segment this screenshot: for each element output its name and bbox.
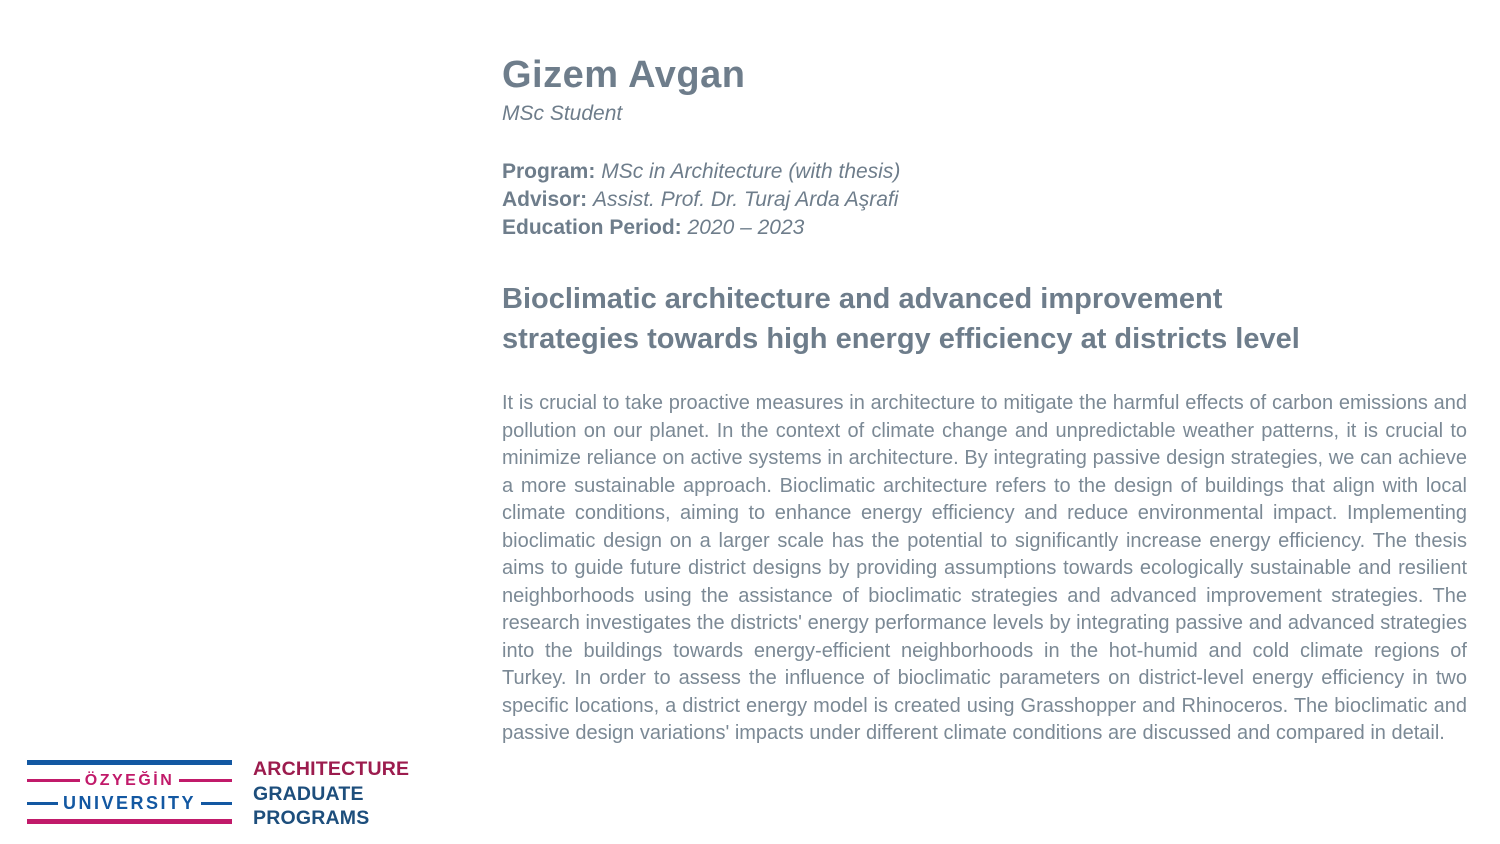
- advisor-value: Assist. Prof. Dr. Turaj Arda Aşrafi: [593, 188, 899, 211]
- meta-row-program: [502, 158, 1467, 186]
- advisor-label: Advisor:: [502, 188, 588, 211]
- program-line-architecture: ARCHITECTURE: [253, 758, 410, 780]
- student-profile: [502, 52, 1467, 768]
- student-meta: [502, 158, 1467, 242]
- meta-row-education-period: [502, 214, 1467, 242]
- logo-rule-right-blue: [201, 802, 232, 805]
- logo-top-bar: [27, 760, 232, 765]
- logo-university-row: [27, 792, 232, 815]
- logo-university-text: UNIVERSITY: [62, 793, 197, 813]
- thesis-abstract: It is crucial to take proactive measures in architecture to mitigate the harmful effects of carbon emissions and pollution on our planet. In the context of climate change and unpredictable weather patterns, it is crucial to minimize reliance on active systems in architecture. By integrating passive design strategies, we can achieve a more sustainable approach. Bioclimatic architecture refers to the design of buildings that align with local climate conditions, aiming to enhance energy efficiency and reduce environmental impact. Implementing bioclimatic design on a larger scale has the potential to significantly increase energy efficiency. The thesis aims to guide future district designs by providing assumptions towards ecologically sustainable and resilient neighborhoods using the assistance of bioclimatic strategies and advanced improvement strategies. The research investigates the districts' energy performance levels by integrating passive and advanced strategies into the buildings towards energy-efficient neighborhoods in the hot-humid and cold climate regions of Turkey. In order to assess the influence of bioclimatic parameters on district-level energy efficiency in two specific locations, a district energy model is created using Grasshopper and Rhinoceros. The bioclimatic and passive design variations' impacts under different climate conditions are discussed and compared in detail.: [502, 392, 1467, 744]
- thesis-title: [502, 279, 1467, 359]
- program-line-graduate: GRADUATE: [253, 782, 364, 805]
- logo-rule-right-magenta: [179, 779, 232, 782]
- logo-bottom-bar: [27, 819, 232, 824]
- education-period-value: 2020 – 2023: [687, 216, 805, 239]
- program-label: Program:: [502, 160, 596, 183]
- logo-ozyegin-text: ÖZYEĞİN: [84, 771, 175, 789]
- student-degree: MSc Student: [502, 102, 623, 125]
- program-line-programs: PROGRAMS: [253, 807, 370, 829]
- education-period-label: Education Period:: [502, 216, 682, 239]
- logo-rule-left-blue: [27, 802, 58, 805]
- program-value: MSc in Architecture (with thesis): [601, 160, 901, 183]
- graduate-program-block: [253, 757, 409, 831]
- logo-ozyegin-row: [27, 769, 232, 792]
- thesis-title-line-2: strategies towards high energy efficiency at districts level: [502, 323, 1300, 355]
- university-logo: [27, 760, 232, 824]
- logo-rule-left-magenta: [27, 779, 80, 782]
- thesis-title-line-1: Bioclimatic architecture and advanced improvement: [502, 283, 1223, 315]
- meta-row-advisor: [502, 186, 1467, 214]
- student-name: Gizem Avgan: [502, 54, 746, 96]
